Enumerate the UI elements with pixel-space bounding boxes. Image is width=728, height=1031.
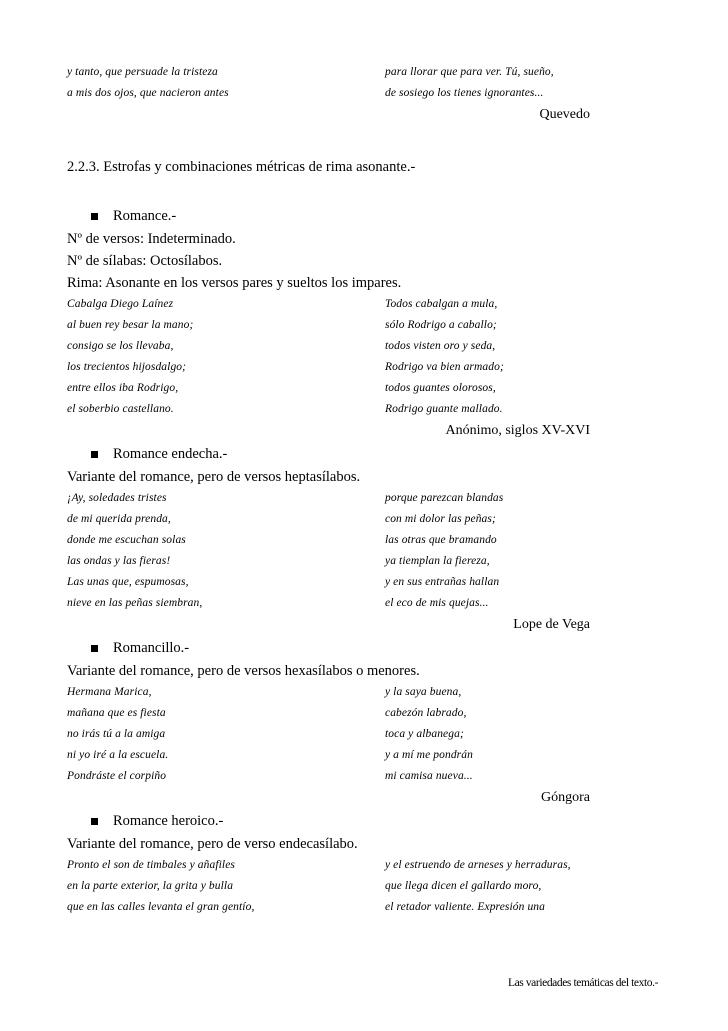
verse-right: Rodrigo va bien armado; bbox=[385, 361, 504, 373]
romance-title bbox=[0, 204, 728, 228]
verse-left: mañana que es fiesta bbox=[67, 707, 166, 719]
verse-row bbox=[0, 488, 728, 509]
verse-row bbox=[0, 703, 728, 724]
bullet-icon bbox=[91, 213, 98, 220]
endecha-title-text: Romance endecha.- bbox=[113, 446, 228, 462]
verse-row bbox=[0, 897, 728, 918]
endecha-title bbox=[0, 442, 728, 466]
intro-verses bbox=[0, 62, 728, 104]
endecha-author: Lope de Vega bbox=[513, 617, 590, 632]
verse-right: y la saya buena, bbox=[385, 686, 462, 698]
section-heading: 2.2.3. Estrofas y combinaciones métricas de rima asonante.- bbox=[67, 159, 416, 175]
verse-row bbox=[0, 530, 728, 551]
verse-right: las otras que bramando bbox=[385, 534, 497, 546]
verse-left: Pondráste el corpiño bbox=[67, 770, 167, 782]
verse-left: al buen rey besar la mano; bbox=[67, 319, 194, 331]
verse-row bbox=[0, 572, 728, 593]
verse-left: nieve en las peñas siembran, bbox=[67, 597, 203, 609]
verse-left: no irás tú a la amiga bbox=[67, 728, 166, 740]
verse-left: ¡Ay, soledades tristes bbox=[67, 492, 167, 504]
verse-row bbox=[0, 378, 728, 399]
endecha-description: Variante del romance, pero de versos heptasílabos. bbox=[67, 469, 361, 485]
verse-right: que llega dicen el gallardo moro, bbox=[385, 880, 542, 892]
verse-row bbox=[0, 745, 728, 766]
verse-right: ya tiemplan la fiereza, bbox=[385, 555, 490, 567]
verse-row bbox=[0, 336, 728, 357]
verse-left: Las unas que, espumosas, bbox=[67, 576, 189, 588]
verse-left: las ondas y las fieras! bbox=[67, 555, 171, 567]
verse-left: que en las calles levanta el gran gentío, bbox=[67, 901, 255, 913]
verse-right: el eco de mis quejas... bbox=[385, 597, 489, 609]
verse-row bbox=[0, 682, 728, 703]
verse-row bbox=[0, 551, 728, 572]
verse-right: porque parezcan blandas bbox=[385, 492, 504, 504]
verse-left: entre ellos iba Rodrigo, bbox=[67, 382, 179, 394]
verse-left: el soberbio castellano. bbox=[67, 403, 174, 415]
verse-right: y a mí me pondrán bbox=[385, 749, 473, 761]
heroico-description: Variante del romance, pero de verso endecasílabo. bbox=[67, 836, 358, 852]
verse-row bbox=[0, 62, 728, 83]
verse-row bbox=[0, 724, 728, 745]
romancillo-title bbox=[0, 636, 728, 660]
verse-left: ni yo iré a la escuela. bbox=[67, 749, 169, 761]
verse-left: Cabalga Diego Laínez bbox=[67, 298, 174, 310]
verse-right: para llorar que para ver. Tú, sueño, bbox=[385, 66, 554, 78]
verse-row bbox=[0, 357, 728, 378]
verse-right: todos visten oro y seda, bbox=[385, 340, 496, 352]
heroico-title bbox=[0, 809, 728, 833]
verse-row bbox=[0, 294, 728, 315]
romancillo-description: Variante del romance, pero de versos hexasílabos o menores. bbox=[67, 663, 420, 679]
verse-right: y en sus entrañas hallan bbox=[385, 576, 500, 588]
verse-left: consigo se los llevaba, bbox=[67, 340, 174, 352]
verse-row bbox=[0, 83, 728, 104]
verse-left: los trecientos hijosdalgo; bbox=[67, 361, 187, 373]
romance-silabas: Nº de sílabas: Octosílabos. bbox=[67, 253, 223, 269]
bullet-icon bbox=[91, 451, 98, 458]
romance-versos: Nº de versos: Indeterminado. bbox=[67, 231, 236, 247]
romancillo-author: Góngora bbox=[541, 790, 590, 805]
verse-row bbox=[0, 399, 728, 420]
verse-row bbox=[0, 855, 728, 876]
verse-right: sólo Rodrigo a caballo; bbox=[385, 319, 497, 331]
verse-right: de sosiego los tienes ignorantes... bbox=[385, 87, 544, 99]
verse-left: donde me escuchan solas bbox=[67, 534, 186, 546]
endecha-verses bbox=[0, 488, 728, 614]
verse-left: en la parte exterior, la grita y bulla bbox=[67, 880, 234, 892]
verse-right: todos guantes olorosos, bbox=[385, 382, 496, 394]
verse-right: mi camisa nueva... bbox=[385, 770, 473, 782]
verse-left: a mis dos ojos, que nacieron antes bbox=[67, 87, 229, 99]
verse-right: con mi dolor las peñas; bbox=[385, 513, 496, 525]
verse-row bbox=[0, 593, 728, 614]
page-footer: Las variedades temáticas del texto.- bbox=[507, 977, 658, 989]
intro-author: Quevedo bbox=[539, 107, 590, 122]
verse-right: y el estruendo de arneses y herraduras, bbox=[385, 859, 571, 871]
verse-right: el retador valiente. Expresión una bbox=[385, 901, 545, 913]
verse-left: Pronto el son de timbales y añafiles bbox=[67, 859, 235, 871]
verse-row bbox=[0, 315, 728, 336]
verse-right: toca y albanega; bbox=[385, 728, 464, 740]
bullet-icon bbox=[91, 818, 98, 825]
heroico-verses bbox=[0, 855, 728, 918]
verse-row bbox=[0, 509, 728, 530]
bullet-icon bbox=[91, 645, 98, 652]
verse-right: Todos cabalgan a mula, bbox=[385, 298, 498, 310]
romance-rima: Rima: Asonante en los versos pares y sueltos los impares. bbox=[67, 275, 402, 291]
verse-right: Rodrigo guante mallado. bbox=[385, 403, 503, 415]
romancillo-verses bbox=[0, 682, 728, 787]
romance-verses bbox=[0, 294, 728, 420]
romancillo-title-text: Romancillo.- bbox=[113, 640, 190, 656]
verse-left: y tanto, que persuade la tristeza bbox=[67, 66, 218, 78]
verse-left: Hermana Marica, bbox=[67, 686, 152, 698]
verse-right: cabezón labrado, bbox=[385, 707, 467, 719]
verse-left: de mi querida prenda, bbox=[67, 513, 171, 525]
heroico-title-text: Romance heroico.- bbox=[113, 813, 224, 829]
verse-row bbox=[0, 876, 728, 897]
romance-author: Anónimo, siglos XV-XVI bbox=[445, 423, 590, 438]
verse-row bbox=[0, 766, 728, 787]
romance-title-text: Romance.- bbox=[113, 208, 177, 224]
